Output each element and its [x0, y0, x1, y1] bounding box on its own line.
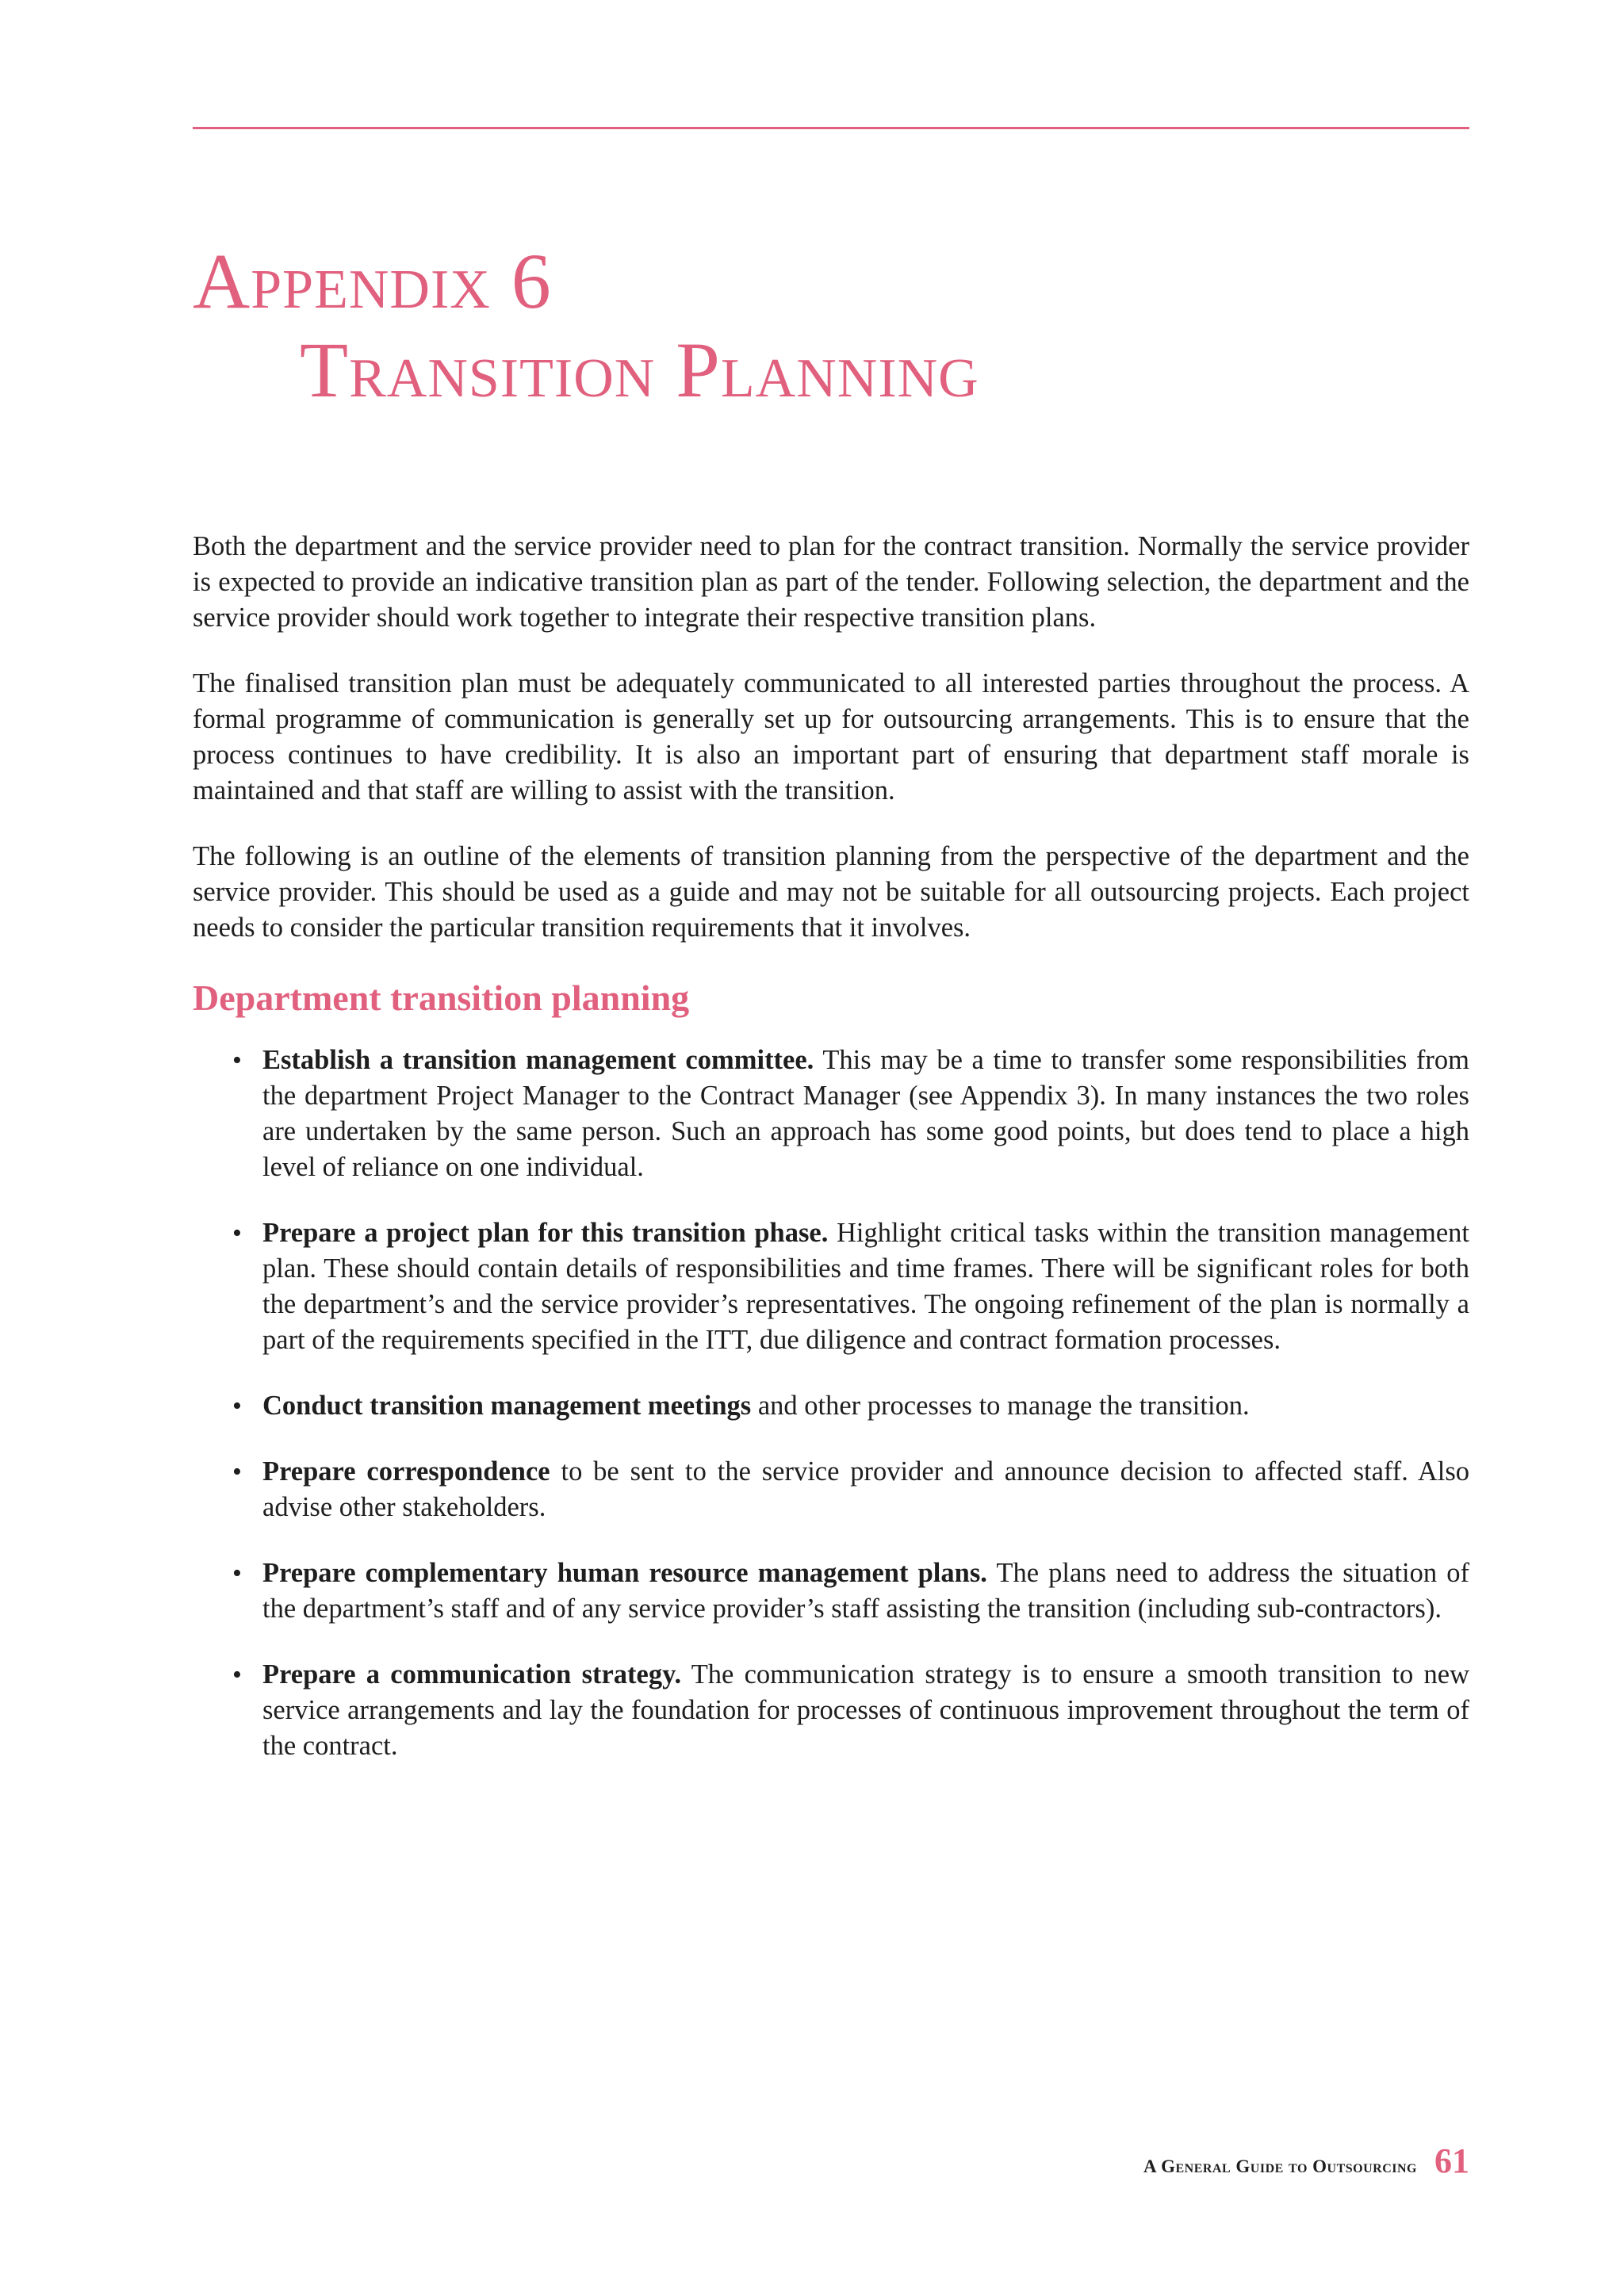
bullet-icon: •: [232, 1457, 242, 1487]
item-text: to be sent to the service provider and announce decision to affected staff. Also advise other stakeholders.: [262, 1456, 1469, 1522]
intro-paragraph: The following is an outline of the elements of transition planning from the perspective of the department and the service provider. This should be used as a guide and may not be suitable for all outsourcing projects. Each project needs to consider the particular transition requirements that it involves.: [193, 841, 1469, 943]
list-item: [193, 1043, 1469, 1185]
bullet-icon: •: [232, 1559, 242, 1588]
footer-title: A General Guide to Outsourcing: [1143, 2156, 1417, 2176]
list-item: [193, 1388, 1469, 1424]
bullet-icon: •: [232, 1660, 242, 1689]
header-rule: [193, 127, 1469, 129]
item-lead: Prepare a project plan for this transition phase.: [262, 1218, 829, 1248]
appendix-number-title: Appendix 6: [193, 237, 552, 325]
item-text: and other processes to manage the transition.: [751, 1391, 1250, 1421]
bullet-icon: •: [232, 1046, 242, 1075]
section-heading: Department transition planning: [193, 978, 690, 1018]
list-item: [193, 1657, 1469, 1764]
bullet-list: [193, 1043, 1469, 1764]
item-text: The plans need to address the situation of the department’s staff and of any service provider’s staff assisting the transition (including sub-contractors).: [262, 1558, 1469, 1624]
item-lead: Establish a transition management committee.: [262, 1045, 814, 1075]
item-text: This may be a time to transfer some responsibilities from the department Project Manager to the Contract Manager (see Appendix 3). In many instances the two roles are undertaken by the same person. Such an approach has some good points, but does tend to place a high level of reliance on one individual.: [262, 1045, 1469, 1182]
item-lead: Conduct transition management meetings: [262, 1391, 752, 1421]
appendix-subject-title: Transition Planning: [300, 326, 979, 414]
page-number: 61: [1434, 2141, 1469, 2180]
item-lead: Prepare a communication strategy.: [262, 1659, 682, 1689]
list-item: [193, 1215, 1469, 1358]
bullet-icon: •: [232, 1391, 242, 1421]
item-text: The communication strategy is to ensure a smooth transition to new service arrangements and lay the foundation for processes of continuous improvement throughout the term of the contract.: [262, 1659, 1470, 1761]
intro-paragraph: The finalised transition plan must be adequately communicated to all interested parties throughout the process. A formal programme of communication is generally set up for outsourcing arrangements. This is to ensure that the process continues to have credibility. It is also an important part of ensuring that department staff morale is maintained and that staff are willing to assist with the transition.: [193, 668, 1469, 806]
item-lead: Prepare correspondence: [262, 1456, 550, 1487]
body-content: [193, 529, 1469, 1794]
appendix-title: [193, 237, 979, 414]
item-text: Highlight critical tasks within the transition management plan. These should contain details of responsibilities and time frames. There will be significant roles for both the department’s and the service provider’s representatives. The ongoing refinement of the plan is normally a part of the requirements specified in the ITT, due diligence and contract formation processes.: [262, 1218, 1469, 1355]
item-lead: Prepare complementary human resource management plans.: [262, 1558, 987, 1588]
page-footer: [1143, 2141, 1469, 2181]
intro-paragraph: Both the department and the service provider need to plan for the contract transition. Normally the service provider is expected to provide an indicative transition plan as part of the tender. Following selection, the department and the service provider should work together to integrate their respective transition plans.: [193, 531, 1469, 633]
list-item: [193, 1556, 1469, 1627]
list-item: [193, 1454, 1469, 1525]
bullet-icon: •: [232, 1219, 242, 1248]
